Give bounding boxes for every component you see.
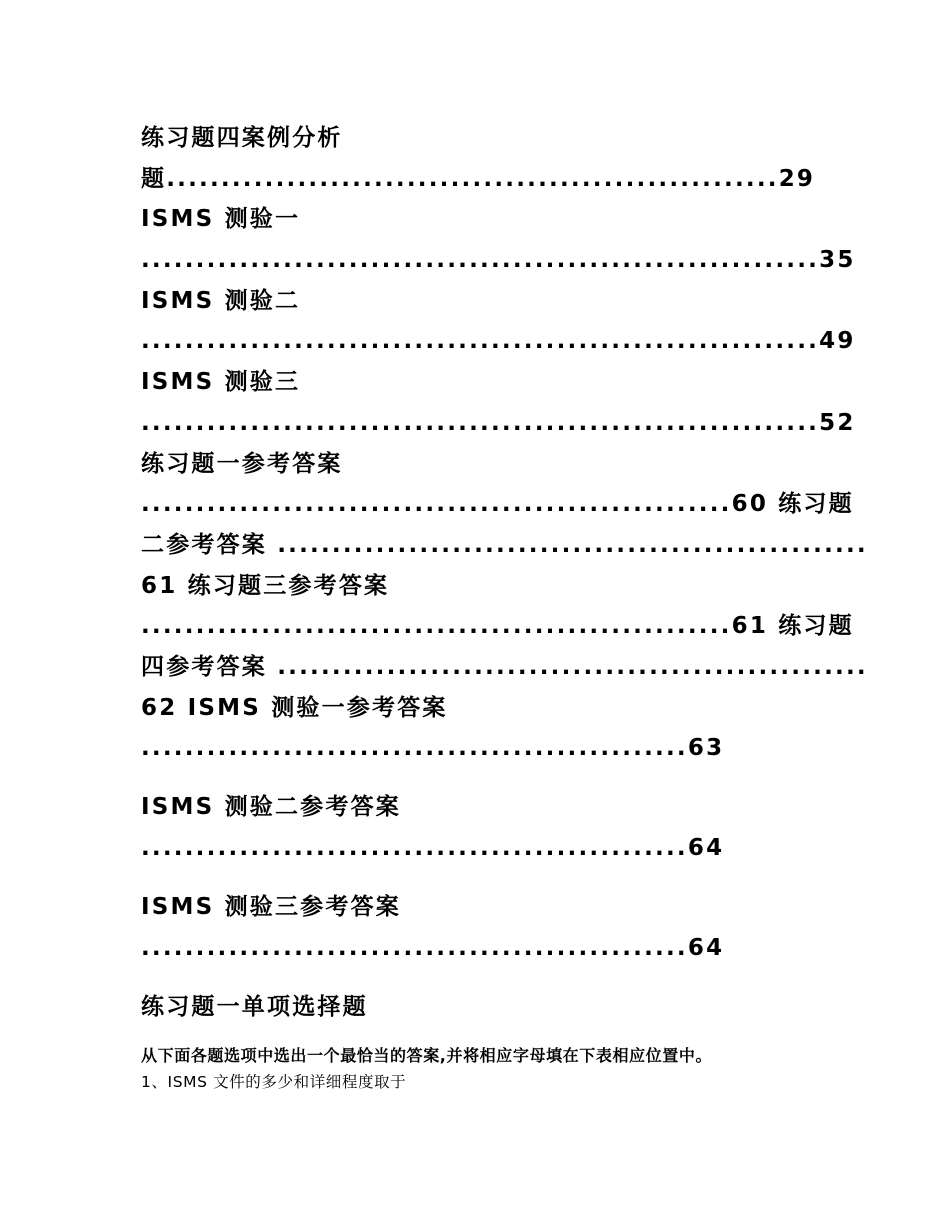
toc-line: ISMS 测验一 bbox=[141, 206, 301, 232]
toc-line: 61 练习题三参考答案 bbox=[141, 573, 390, 599]
toc-line: ..................................................63 bbox=[141, 735, 725, 761]
toc-line: 练习题四案例分析 bbox=[141, 125, 343, 151]
toc-line: ..............................................................35 bbox=[141, 247, 856, 273]
toc-line: 题........................................................29 bbox=[141, 166, 816, 192]
toc-line: ..................................................64 bbox=[141, 835, 725, 861]
toc-line: 62 ISMS 测验一参考答案 bbox=[141, 695, 448, 721]
toc-line: 四参考答案 ...................................................... bbox=[141, 654, 868, 680]
toc-line: ......................................................61 练习题 bbox=[141, 613, 854, 639]
toc-line: 练习题一参考答案 bbox=[141, 451, 343, 477]
toc-line: ISMS 测验三参考答案 bbox=[141, 894, 401, 920]
toc-line: ISMS 测验三 bbox=[141, 369, 301, 395]
toc-line: 二参考答案 ...................................................... bbox=[141, 532, 868, 558]
toc-line: ......................................................60 练习题 bbox=[141, 491, 854, 517]
toc-line: ..............................................................49 bbox=[141, 328, 856, 354]
toc-line: ..............................................................52 bbox=[141, 410, 856, 436]
toc-line: ISMS 测验二 bbox=[141, 288, 301, 314]
instruction-text: 从下面各题选项中选出一个最恰当的答案,并将相应字母填在下表相应位置中。 bbox=[141, 1046, 713, 1065]
question-text: 1、ISMS 文件的多少和详细程度取于 bbox=[141, 1073, 407, 1091]
toc-line: ISMS 测验二参考答案 bbox=[141, 794, 401, 820]
section-heading: 练习题一单项选择题 bbox=[141, 994, 368, 1020]
toc-line: ..................................................64 bbox=[141, 935, 725, 961]
